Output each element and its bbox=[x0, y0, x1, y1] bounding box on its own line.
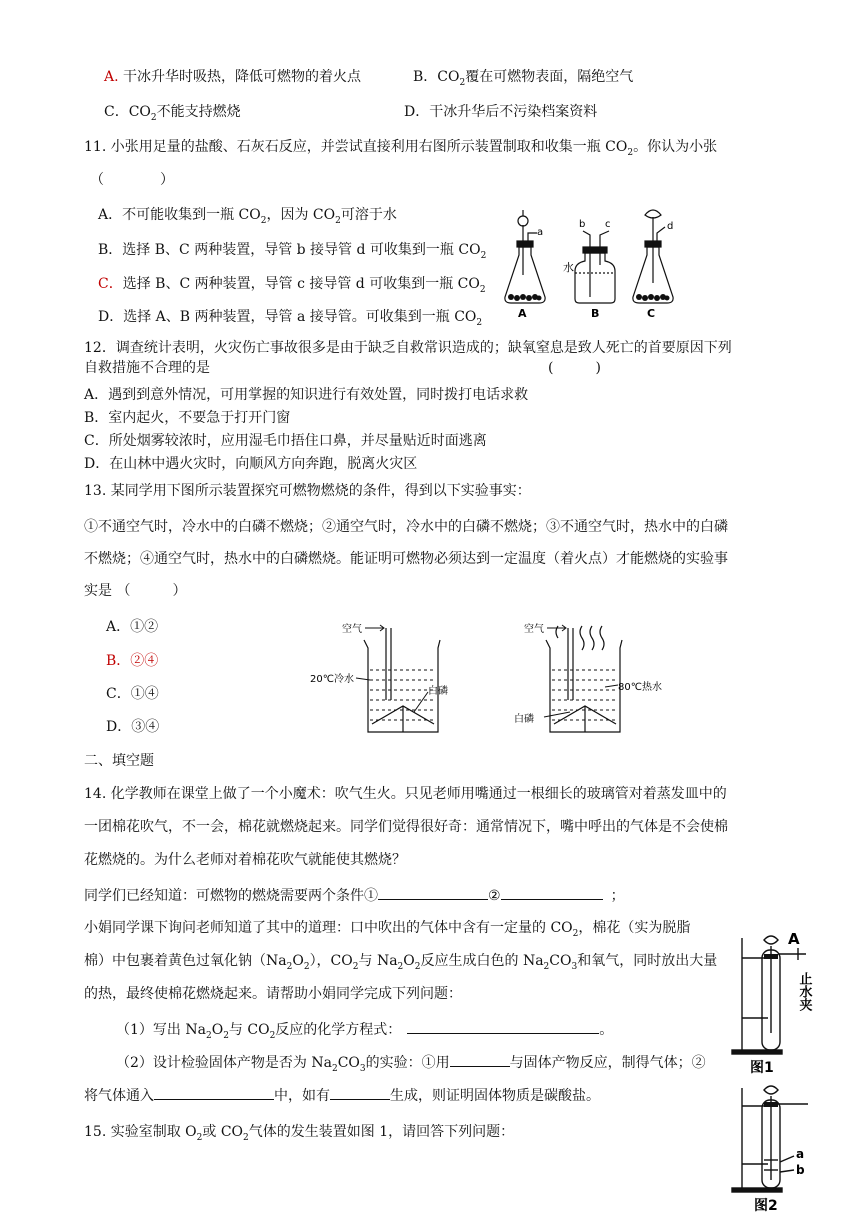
q13-beaker-figure bbox=[300, 620, 670, 745]
q13-label-air-2: 空气 bbox=[524, 624, 544, 635]
q12-option-a: A．遇到到意外情况，可用掌握的知识进行有效处置，同时拨打电话求救 bbox=[84, 387, 529, 403]
q11-label-water: 水 bbox=[563, 261, 574, 274]
q14-blank-equation[interactable] bbox=[407, 1019, 599, 1034]
q15-stem: 15. 实验室制取 $O_2$或 $CO_2$气体的发生装置如图 1，请回答下列问题： bbox=[84, 1124, 515, 1143]
q12-option-c: C．所处烟雾较浓时，应用湿毛巾捂住口鼻，并尽量贴近时面逃离 bbox=[84, 433, 487, 449]
q13-option-a: A．①② bbox=[106, 619, 159, 635]
q14-line6: 棉）中包裹着黄色过氧化钠$(Na_2O_2)$，$CO_2$与 $Na_2O_2$反应生成白色的 $Na_2CO_3$和氧气，同时放出大量 bbox=[84, 953, 718, 972]
q14-line4: 同学们已经知道：可燃物的燃烧需要两个条件① ② ； bbox=[84, 885, 625, 906]
q13-stem: 13. 某同学用下图所示装置探究可燃物燃烧的条件，得到以下实验事实： bbox=[84, 483, 531, 499]
q10-option-b: B．$CO_2$覆在可燃物表面，隔绝空气 bbox=[413, 69, 634, 88]
q12-answer-paren: ( ) bbox=[548, 360, 601, 376]
q13-option-c: C．①④ bbox=[106, 686, 159, 702]
q11-label-C: C bbox=[647, 307, 656, 320]
q14-part1: （1）写出 $Na_2O_2$与 $CO_2$反应的化学方程式： 。 bbox=[116, 1019, 613, 1046]
q13-facts-line2: 不燃烧；④通空气时，热水中的白磷燃烧。能证明可燃物必须达到一定温度（着火点）才能燃烧的实验事 bbox=[84, 551, 728, 567]
q14-blank-reagent[interactable] bbox=[450, 1052, 510, 1067]
fig1-apparatus bbox=[728, 918, 818, 1078]
q11-label-A: A bbox=[518, 307, 527, 320]
q13-label-hot-water: 80℃热水 bbox=[618, 682, 662, 693]
q13-label-phosphorus-1: 白磷 bbox=[428, 686, 448, 697]
q10-option-c: C．$CO_2$不能支持燃烧 bbox=[104, 104, 241, 123]
fig2-caption: 图2 bbox=[754, 1198, 778, 1214]
q14-line3: 花燃烧的。为什么老师对着棉花吹气就能使其燃烧？ bbox=[84, 852, 406, 868]
q11-option-a: A．不可能收集到一瓶 $CO_2$，因为 $CO_2$可溶于水 bbox=[98, 207, 397, 226]
q13-facts-line3: 实是 （ ） bbox=[84, 583, 187, 599]
q12-stem-line2: 自救措施不合理的是 bbox=[84, 360, 210, 376]
q14-blank-condition1[interactable] bbox=[378, 885, 488, 900]
q11-label-a: a bbox=[537, 227, 544, 238]
q10-option-d: D．干冰升华后不污染档案资料 bbox=[404, 104, 598, 120]
q11-apparatus-figure bbox=[495, 205, 695, 335]
fig1-label-clamp: 止水夹 bbox=[796, 972, 812, 1011]
q14-blank-precipitate[interactable] bbox=[330, 1085, 390, 1100]
q11-stem: 11. 小张用足量的盐酸、石灰石反应，并尝试直接利用右图所示装置制取和收集一瓶 $CO_2$。你认为小张 bbox=[84, 139, 718, 158]
fig2-apparatus bbox=[728, 1080, 818, 1214]
q14-line2: 一团棉花吹气，不一会，棉花就燃烧起来。同学们觉得很好奇：通常情况下，嘴中呼出的气体是不会使棉 bbox=[84, 819, 728, 835]
q10-option-a: A. 干冰升华时吸热，降低可燃物的着火点 bbox=[104, 69, 362, 85]
q13-label-phosphorus-2: 白磷 bbox=[514, 714, 534, 725]
q14-part2-cont: 将气体通入 中，如有 生成，则证明固体物质是碳酸盐。 bbox=[84, 1085, 600, 1106]
q13-option-d: D．③④ bbox=[106, 719, 160, 735]
q13-facts-line1: ①不通空气时，冷水中的白磷不燃烧；②通空气时，冷水中的白磷不燃烧；③不通空气时，热水中的白磷 bbox=[84, 519, 728, 535]
q11-option-c: C．选择 B、C 两种装置，导管 c 接导管 d 可收集到一瓶 $CO_2$ bbox=[98, 276, 486, 295]
q11-label-c: c bbox=[605, 219, 611, 230]
q13-label-air-1: 空气 bbox=[342, 624, 362, 635]
q14-line5: 小娟同学课下询问老师知道了其中的道理：口中吹出的气体中含有一定量的 $CO_2$，棉花（实为脱脂 bbox=[84, 920, 691, 939]
q11-label-b: b bbox=[579, 219, 586, 230]
section-heading-fill-blank: 二、填空题 bbox=[84, 753, 154, 769]
q12-option-d: D．在山林中遇火灾时，向顺风方向奔跑，脱离火灾区 bbox=[84, 456, 418, 472]
fig2-label-a: a bbox=[796, 1147, 805, 1161]
q14-part2: （2）设计检验固体产物是否为 $Na_2CO_3$的实验：①用 与固体产物反应，制得气体；② bbox=[116, 1052, 706, 1079]
q11-label-B: B bbox=[591, 307, 600, 320]
q12-stem-line1: 12．调查统计表明，火灾伤亡事故很多是由于缺乏自救常识造成的；缺氧窒息是致人死亡的首要原因下列 bbox=[84, 340, 732, 356]
q14-blank-condition2[interactable] bbox=[501, 885, 603, 900]
q13-label-cold-water: 20℃冷水 bbox=[310, 674, 354, 685]
q11-option-d: D．选择 A、B 两种装置，导管 a 接导管。可收集到一瓶 $CO_2$ bbox=[98, 309, 483, 328]
q13-option-b: B．②④ bbox=[106, 653, 159, 669]
fig1-caption: 图1 bbox=[750, 1060, 774, 1076]
q11-answer-paren: （ ） bbox=[90, 172, 174, 188]
q14-line1: 14. 化学教师在课堂上做了一个小魔术：吹气生火。只见老师用嘴通过一根细长的玻璃管对着蒸发皿中的 bbox=[84, 786, 727, 802]
q14-blank-solution[interactable] bbox=[154, 1085, 274, 1100]
q12-option-b: B．室内起火，不要急于打开门窗 bbox=[84, 410, 291, 426]
q11-label-d: d bbox=[667, 221, 674, 232]
fig1-label-A: A bbox=[788, 930, 800, 948]
fig2-label-b: b bbox=[796, 1163, 805, 1177]
q11-option-b: B．选择 B、C 两种装置，导管 b 接导管 d 可收集到一瓶 $CO_2$ bbox=[98, 242, 487, 261]
q14-line7: 的热，最终使棉花燃烧起来。请帮助小娟同学完成下列问题： bbox=[84, 986, 462, 1002]
